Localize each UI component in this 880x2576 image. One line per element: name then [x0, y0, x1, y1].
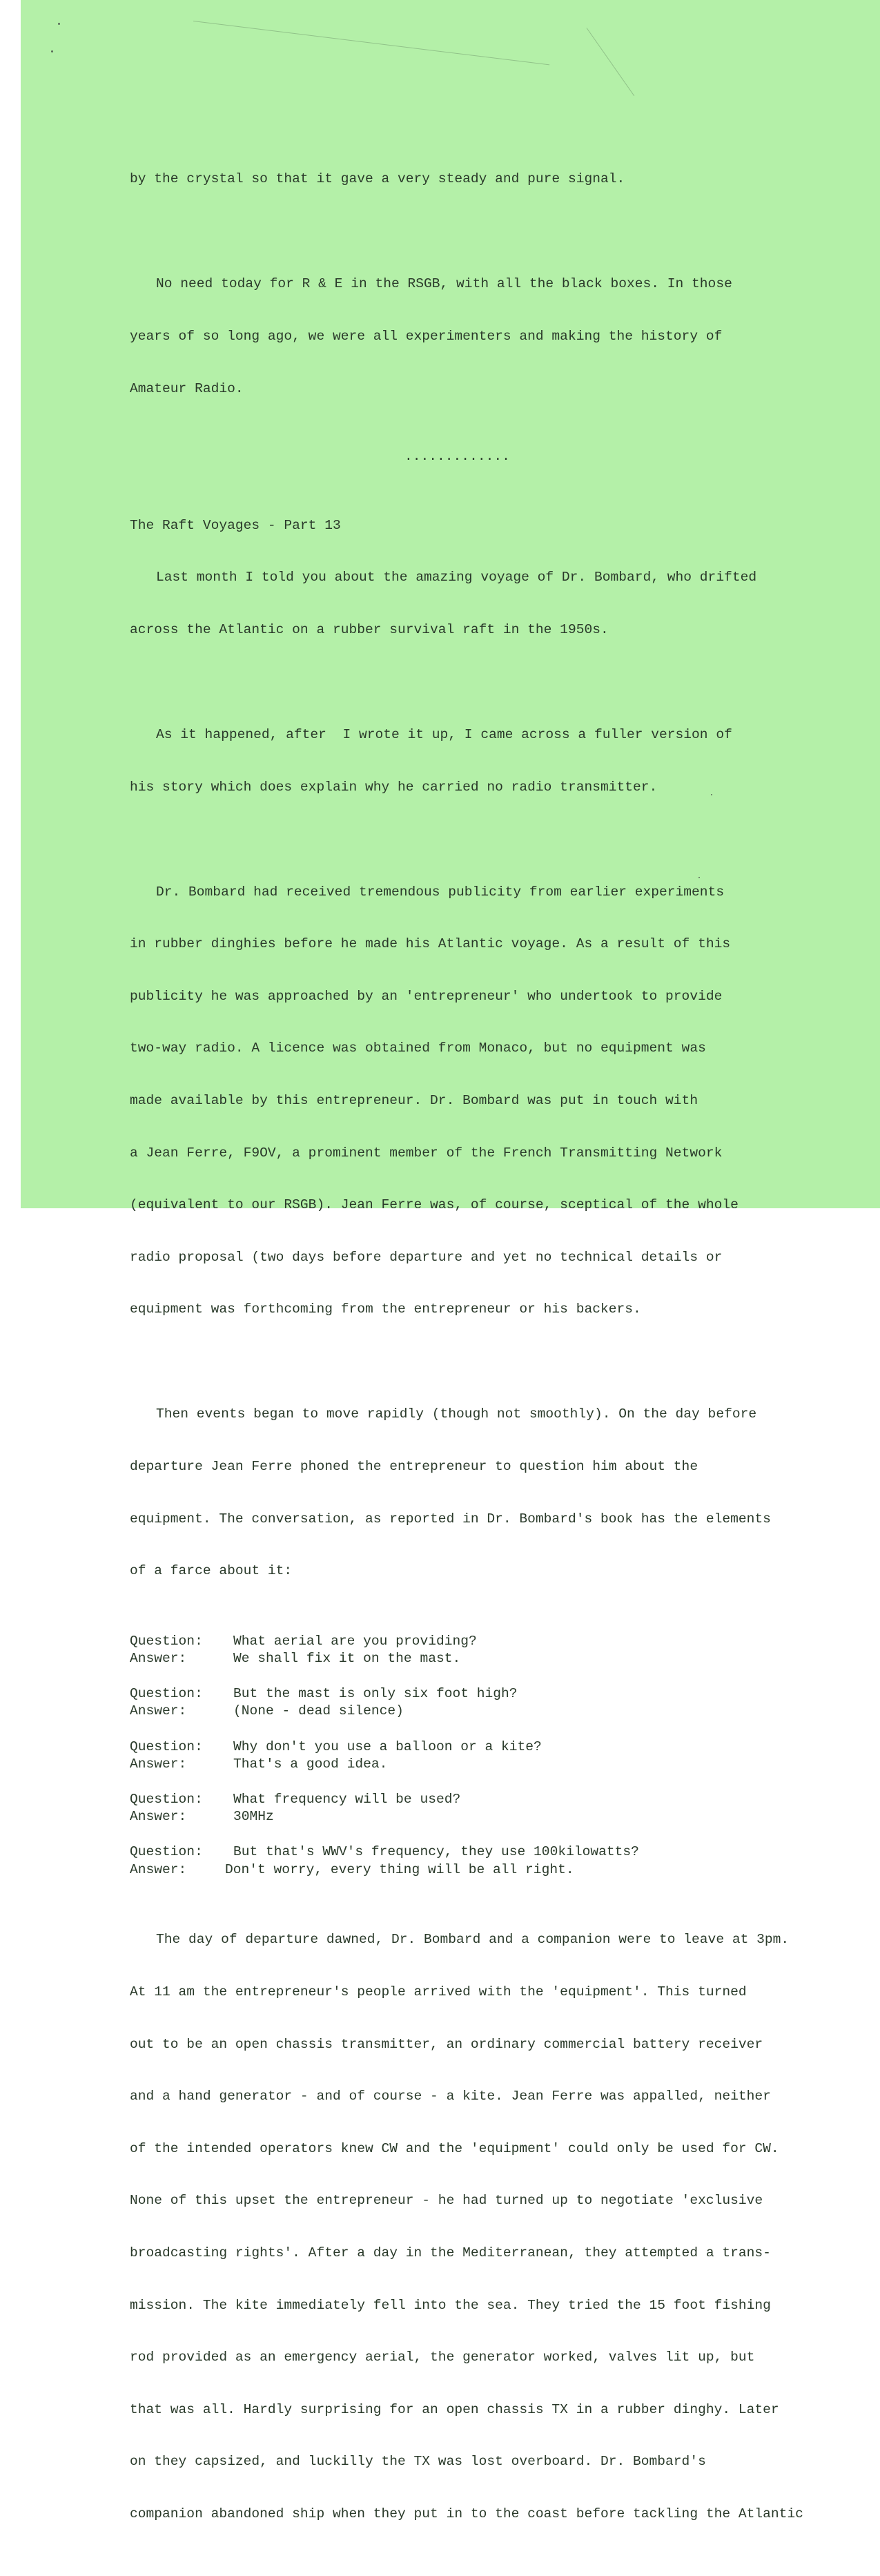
question-text: What aerial are you providing? [233, 1633, 477, 1649]
text-line: and a hand generator - and of course - a kite. Jean Ferre was appalled, neither [130, 2089, 771, 2104]
text-line: No need today for R & E in the RSGB, with all the black boxes. In those [156, 276, 732, 292]
text-line: two-way radio. A licence was obtained from Monaco, but no equipment was [130, 1040, 706, 1056]
text-line: At 11 am the entrepreneur's people arrived with the 'equipment'. This turned [130, 1984, 747, 1999]
answer-text: (None - dead silence) [233, 1703, 404, 1719]
paragraph-2 [130, 241, 861, 432]
qa-pair [130, 1791, 861, 1826]
text-line: Last month I told you about the amazing voyage of Dr. Bombard, who drifted [156, 570, 757, 585]
answer-row [130, 1703, 861, 1720]
text-line: Dr. Bombard had received tremendous publicity from earlier experiments [156, 884, 725, 900]
paragraph-5 [130, 849, 861, 1353]
answer-label: Answer: [130, 1651, 187, 1667]
text-line: by the crystal so that it gave a very steady and pure signal. [130, 171, 625, 187]
paragraph-4 [130, 691, 861, 831]
qa-pair [130, 1685, 861, 1720]
paper-crease [587, 28, 635, 96]
question-row [130, 1685, 861, 1703]
question-row [130, 1739, 861, 1756]
text-line: equipment. The conversation, as reported in Dr. Bombard's book has the elements [130, 1511, 771, 1527]
text-line: a Jean Ferre, F9OV, a prominent member of the French Transmitting Network [130, 1145, 723, 1161]
question-label: Question: [130, 1739, 203, 1754]
text-line: mission. The kite immediately fell into the sea. They tried the 15 foot fishing [130, 2297, 771, 2313]
question-label: Question: [130, 1792, 203, 1808]
qa-pair [130, 1843, 861, 1878]
answer-label: Answer: [130, 1861, 187, 1877]
text-line: of a farce about it: [130, 1563, 293, 1579]
paragraph-1 [130, 136, 861, 223]
text-line: years of so long ago, we were all experimenters and making the history of [130, 329, 723, 345]
paragraph-7 [130, 1897, 861, 2558]
answer-row [130, 1808, 861, 1826]
text-line: that was all. Hardly surprising for an open chassis TX in a rubber dinghy. Later [130, 2401, 779, 2417]
answer-label: Answer: [130, 1756, 187, 1772]
question-label: Question: [130, 1844, 203, 1860]
qa-pair [130, 1739, 861, 1773]
text-line: in rubber dinghies before he made his Atlantic voyage. As a result of this [130, 936, 731, 952]
text-line: As it happened, after I wrote it up, I came across a fuller version of [156, 726, 732, 742]
answer-text: That's a good idea. [233, 1756, 388, 1772]
text-line: across the Atlantic on a rubber survival raft in the 1950s. [130, 621, 609, 637]
paper-speck [51, 50, 53, 52]
text-line: (equivalent to our RSGB). Jean Ferre was, of course, sceptical of the whole [130, 1197, 739, 1213]
answer-label: Answer: [130, 1809, 187, 1825]
answer-label: Answer: [130, 1703, 187, 1719]
text-line: out to be an open chassis transmitter, an ordinary commercial battery receiver [130, 2036, 763, 2052]
question-label: Question: [130, 1686, 203, 1702]
question-text: What frequency will be used? [233, 1792, 461, 1808]
paper-sheet [21, 0, 880, 2521]
text-line: on they capsized, and luckilly the TX was lost overboard. Dr. Bombard's [130, 2454, 706, 2470]
text-line: The day of departure dawned, Dr. Bombard and a companion were to leave at 3pm. [156, 1932, 790, 1948]
section-heading: The Raft Voyages - Part 13 [130, 517, 341, 533]
text-line: of the intended operators knew CW and the 'equipment' could only be used for CW. [130, 2140, 779, 2156]
qa-pair [130, 1633, 861, 1667]
document-body [130, 136, 861, 2576]
paper-speck [58, 23, 60, 25]
text-line: Then events began to move rapidly (though not smoothly). On the day before [156, 1406, 757, 1422]
question-row [130, 1633, 861, 1650]
answer-row [130, 1861, 861, 1879]
question-row [130, 1843, 861, 1861]
text-line: Amateur Radio. [130, 380, 244, 396]
paragraph-6 [130, 1371, 861, 1615]
text-line: radio proposal (two days before departure and yet no technical details or [130, 1249, 723, 1265]
text-line: made available by this entrepreneur. Dr. Bombard was put in touch with [130, 1092, 698, 1108]
answer-row [130, 1756, 861, 1773]
paragraph-3 [130, 482, 861, 673]
answer-text: 30MHz [233, 1809, 274, 1825]
text-line: broadcasting rights'. After a day in the Mediterranean, they attempted a trans- [130, 2245, 771, 2260]
text-line: rod provided as an emergency aerial, the generator worked, valves lit up, but [130, 2350, 755, 2365]
text-line: publicity he was approached by an 'entrepreneur' who undertook to provide [130, 988, 723, 1004]
text-line: None of this upset the entrepreneur - he had turned up to negotiate 'exclusive [130, 2193, 763, 2209]
text-line: companion abandoned ship when they put in to the coast before tackling the Atlantic [130, 2506, 803, 2521]
answer-text: Don't worry, every thing will be all right. [225, 1861, 574, 1877]
text-line: equipment was forthcoming from the entrepreneur or his backers. [130, 1301, 641, 1317]
dot-separator: ............. [404, 449, 510, 465]
text-line: departure Jean Ferre phoned the entrepreneur to question him about the [130, 1459, 698, 1475]
answer-text: We shall fix it on the mast. [233, 1651, 461, 1667]
question-text: But that's WWV's frequency, they use 100kilowatts? [233, 1844, 639, 1860]
answer-row [130, 1650, 861, 1667]
paper-crease [193, 21, 549, 65]
question-text: Why don't you use a balloon or a kite? [233, 1739, 542, 1754]
question-row [130, 1791, 861, 1808]
question-label: Question: [130, 1633, 203, 1649]
text-line: his story which does explain why he carried no radio transmitter. [130, 779, 658, 795]
question-text: But the mast is only six foot high? [233, 1686, 518, 1702]
